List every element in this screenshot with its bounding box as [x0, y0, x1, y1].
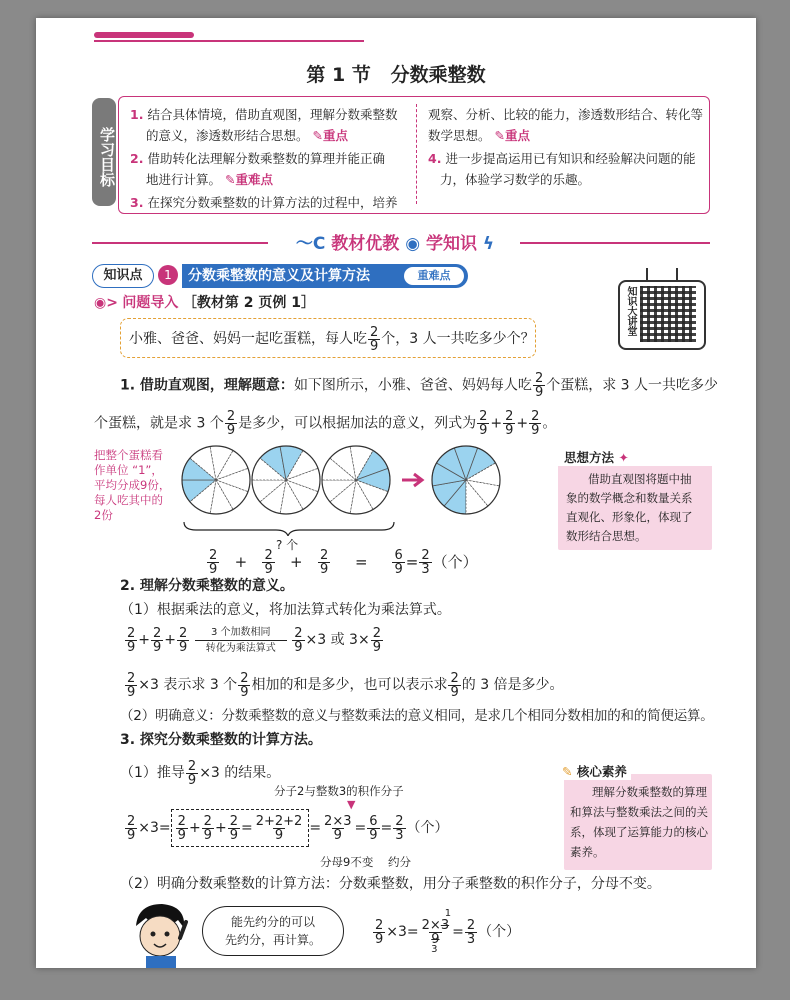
step2-sub1: （1）根据乘法的意义，将加法算式转化为乘法算式。 — [120, 602, 451, 618]
tv-antenna-icon — [646, 268, 678, 282]
qr-code — [640, 286, 696, 342]
core-title: ✎ 核心素养 — [558, 762, 631, 780]
meaning-line: $\frac{2}{9}$ ×3 表示求 3 个 $\frac{2}{9}$ 相加的和是多少，也可以表示求 $\frac{2}{9}$ 的 3 倍是多少。 — [127, 670, 564, 700]
step1-line2: 个蛋糕，就是求 3 个 $\frac{2}{9}$ 是多少，可以根据加法的意义，列式为 $\frac{2}{9}$ + $\frac{2}{9}$ + $\frac{2}{9}$ 。 — [94, 409, 557, 438]
step2-sub2: （2）明确意义：分数乘整数的意义与整数乘法的意义相同，是求几个相同分数相加的和的简便运算。 — [120, 708, 714, 724]
bulb-icon: ✎ — [562, 764, 573, 779]
banner-line-left — [92, 242, 268, 244]
brace — [184, 522, 394, 536]
goal-item-3: 3. 在探究分数乘整数的计算方法的过程中，培养 — [130, 195, 398, 210]
step3-title: 3. 探究分数乘整数的计算方法。 — [120, 732, 322, 748]
think-text: 借助直观图将题中抽 象的数学概念和数量关系 直观化、形象化，体现了 数形结合思想。 — [566, 472, 693, 543]
think-title: 思想方法 ✦ — [564, 450, 629, 465]
qr-label: 知识大讲堂 — [625, 286, 636, 336]
brace-label: ? 个 — [276, 538, 299, 552]
cartoon-boy-icon — [126, 898, 196, 968]
banner-line-right — [520, 242, 710, 244]
simplify-equation: $\frac{2}{9}$ ×3= 2×3 1 9 3 = $\frac{2}{3}$ （个） — [375, 907, 521, 955]
step2-title: 2. 理解分数乘整数的意义。 — [120, 578, 294, 594]
goal-item-3-cont: 观察、分析、比较的能力，渗透数形结合、转化等 数学思想。 ✎重点 — [428, 107, 704, 143]
bottom-note-1: 分母9不变 — [320, 855, 374, 869]
pie-diagram — [176, 440, 506, 536]
header-decoration — [94, 32, 194, 38]
intro-line: ◉> 问题导入 ［教材第 2 页例 1］ — [94, 295, 315, 311]
page-title: 第 1 节 分数乘整数 — [306, 64, 486, 86]
lightning-icon: ϟ — [482, 234, 495, 254]
eye-icon: ◉> — [94, 295, 118, 311]
pie-cake-2 — [252, 446, 320, 514]
goal-item-4: 4. 进一步提高运用已有知识和经验解决问题的能 力，体验学习数学的乐趣。 — [428, 151, 696, 187]
goals-tag: 学习目标 — [92, 98, 116, 206]
arrow-down-icon: ▼ — [347, 798, 356, 811]
pen-icon: ✎ — [494, 128, 505, 143]
banner-title: 〜C 教材优教 ◉ 学知识 ϟ — [295, 234, 495, 254]
top-note: 分子2与整数3的积作分子 — [274, 784, 404, 798]
arrow-right-icon — [402, 474, 422, 486]
knowledge-label: 知识点 — [92, 264, 154, 288]
equation-1: $\frac{2}{9}$ + $\frac{2}{9}$ + $\frac{2}{9}$ = $\frac{6}{9}$ = $\frac{2}{3}$ （个） — [209, 548, 478, 577]
knowledge-badge: 重难点 — [404, 267, 464, 285]
arrow-icon — [195, 640, 287, 641]
derivation-line: $\frac{2}{9}$ ×3= $\frac{2}{9}$ + $\frac{2}{9}$ + $\frac{2}{9}$ = $\frac{2+2+2}{9}$ = $\frac{2\times 3}{9}$ = $\frac{6}{9}$ = $\frac{2}{3}$ （个） — [124, 808, 449, 848]
step3-sub1: （1）推导 $\frac{2}{9}$ ×3 的结果。 — [120, 758, 281, 788]
left-note: 把整个蛋糕看 作单位 “1”， 平均分成9份， 每人吃其中的 2份 — [94, 448, 171, 522]
goal-item-1: 1. 结合具体情境，借助直观图，理解分数乘整数 的意义，渗透数形结合思想。 ✎重点 — [130, 107, 398, 143]
question-box: 小雅、爸爸、妈妈一起吃蛋糕，每人吃 $\frac{2}{9}$ 个，3 人一共吃多少个？ — [120, 318, 536, 358]
core-text: 理解分数乘整数的算理 和算法与整数乘法之间的关 系，体现了运算能力的核心 素养。 — [570, 785, 708, 859]
textbook-page — [36, 18, 756, 968]
header-decoration-line — [94, 40, 364, 42]
pen-icon: ✎ — [225, 172, 236, 187]
knowledge-point-header — [92, 264, 472, 288]
sparkle-icon: ✦ — [618, 450, 629, 465]
step1-line1: 1. 借助直观图，理解题意：如下图所示，小雅、爸爸、妈妈每人吃 $\frac{2}{9}$ 个蛋糕，求 3 人一共吃多少 — [120, 371, 719, 400]
goal-item-2: 2. 借助转化法理解分数乘整数的算理并能正确 地进行计算。 ✎重难点 — [130, 151, 385, 187]
knowledge-title: 分数乘整数的意义及计算方法 — [188, 268, 370, 284]
banner-c-icon: 〜C — [295, 234, 326, 254]
pie-cake-1 — [182, 446, 250, 514]
speech-bubble: 能先约分的可以 先约分，再计算。 — [202, 906, 344, 956]
pie-cake-total — [432, 446, 500, 514]
goals-divider — [416, 104, 417, 204]
dot-icon: ◉ — [405, 234, 421, 254]
bottom-note-2: 约分 — [388, 855, 411, 869]
pie-cake-3 — [322, 446, 390, 514]
step3-sub2: （2）明确分数乘整数的计算方法：分数乘整数，用分子乘整数的积作分子，分母不变。 — [120, 876, 661, 892]
knowledge-index: 1 — [158, 265, 178, 285]
conversion-line: $\frac{2}{9}$ + $\frac{2}{9}$ + $\frac{2}{9}$ 3 个加数相同 转化为乘法算式 $\frac{2}{9}$ ×3 或 3× $\frac{2}{9}$ — [127, 625, 381, 655]
pen-icon: ✎ — [312, 128, 323, 143]
